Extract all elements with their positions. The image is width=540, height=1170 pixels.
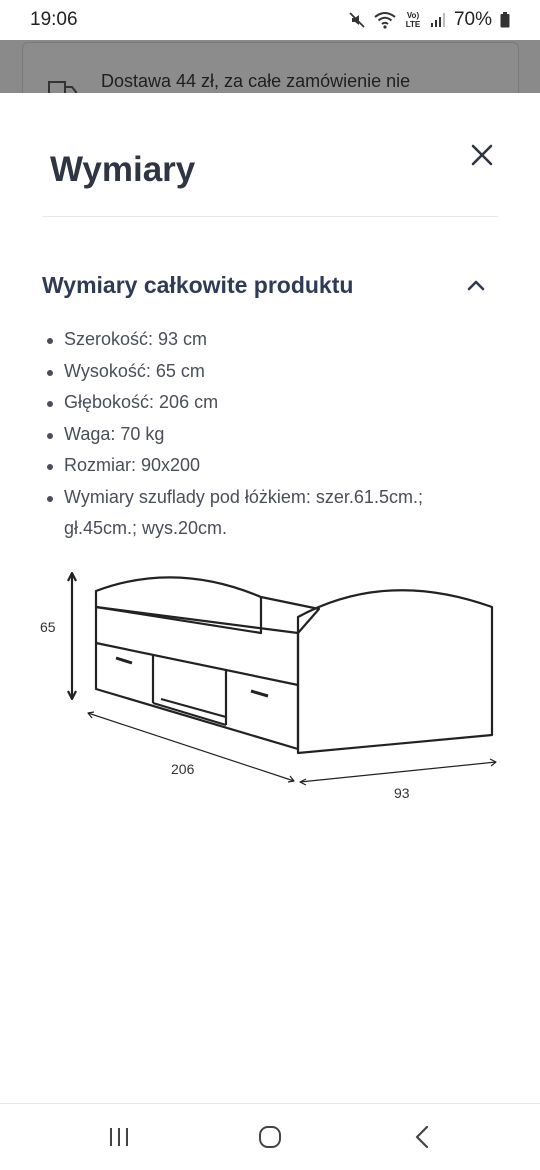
spec-list <box>46 324 496 545</box>
battery-level: 70% <box>453 9 492 30</box>
delivery-banner <box>22 42 519 93</box>
battery-icon <box>500 12 510 28</box>
spec-item: Rozmiar: 90x200 <box>46 450 496 482</box>
close-button[interactable] <box>466 139 498 171</box>
status-bar <box>0 0 540 40</box>
bed-dimension-diagram <box>36 571 506 821</box>
section-toggle[interactable] <box>42 268 492 302</box>
spec-item: Głębokość: 206 cm <box>46 387 496 419</box>
spec-item: Szerokość: 93 cm <box>46 324 496 356</box>
banner-text: Dostawa 44 zł, za całe zamówienie nie <box>101 71 411 91</box>
close-icon <box>471 144 493 166</box>
title-divider <box>42 216 498 217</box>
network-label: Vo) LTE <box>405 11 421 29</box>
home-icon <box>258 1125 282 1149</box>
system-nav-bar <box>0 1103 540 1170</box>
mute-icon <box>348 11 366 29</box>
status-icons <box>348 9 510 31</box>
recent-apps-button[interactable] <box>99 1122 139 1152</box>
height-label: 65 <box>40 619 56 635</box>
recent-apps-icon <box>107 1126 131 1148</box>
back-icon <box>414 1125 430 1149</box>
dimensions-modal <box>0 93 540 1103</box>
modal-title: Wymiary <box>50 150 196 189</box>
spec-item: Wysokość: 65 cm <box>46 356 496 388</box>
wifi-icon <box>374 11 396 29</box>
spec-item: Wymiary szuflady pod łóżkiem: szer.61.5cm.; gł.45cm.; wys.20cm. <box>46 482 496 545</box>
signal-icon <box>430 12 446 28</box>
chevron-up-icon <box>464 273 488 297</box>
section-title: Wymiary całkowite produktu <box>42 271 354 298</box>
status-time: 19:06 <box>30 9 78 30</box>
truck-icon <box>48 81 78 93</box>
width-label: 93 <box>394 785 410 801</box>
length-label: 206 <box>171 761 195 777</box>
spec-item: Waga: 70 kg <box>46 419 496 451</box>
home-button[interactable] <box>250 1122 290 1152</box>
back-button[interactable] <box>402 1122 442 1152</box>
